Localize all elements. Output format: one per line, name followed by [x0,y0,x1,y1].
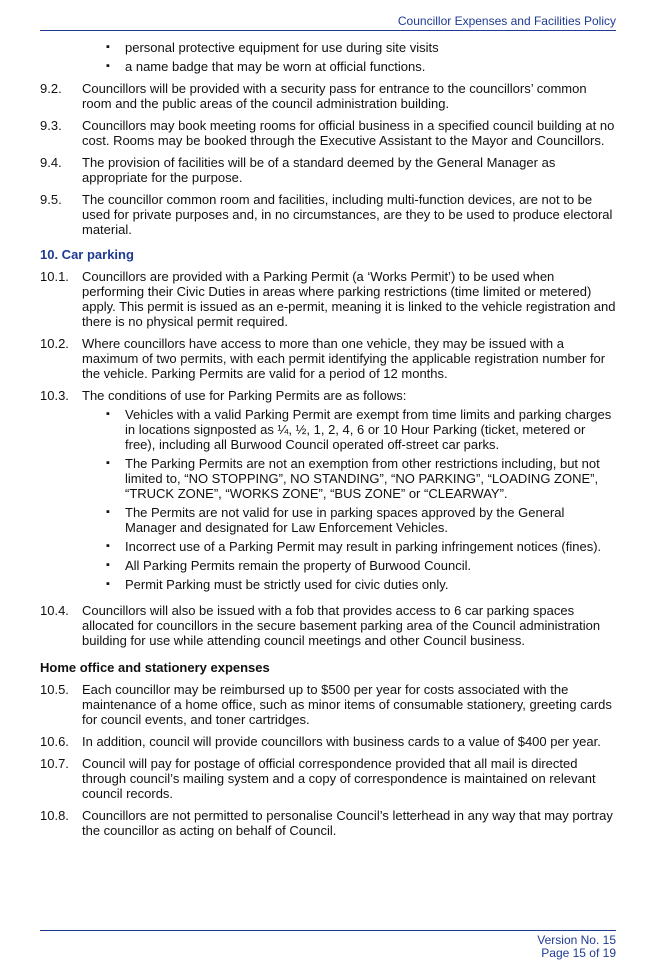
clause-text: In addition, council will provide councillors with business cards to a value of $400 per year. [82,734,601,749]
clause-number: 10.8. [40,808,69,823]
clause-9-3 [40,118,616,148]
condition-item: ▪ The Parking Permits are not an exemption from other restrictions including, but not limited to, “NO STOPPING”, NO STANDING”, “NO PARKING”, “LOADING ZONE”, “TRUCK ZONE”, “WORKS ZONE”, “BUS ZONE” or “CLEARWAY”. [82,456,616,501]
clause-number: 10.5. [40,682,69,697]
clause-number: 10.1. [40,269,69,284]
clause-text: Council will pay for postage of official correspondence provided that all mail is directed through council’s mailing system and a copy of correspondence is maintained on relevant council records. [82,756,596,801]
footer-version: Version No. 15 [537,933,616,947]
clause-text: Councillors are not permitted to personalise Council’s letterhead in any way that may portray the councillor as acting on behalf of Council. [82,808,613,838]
clause-10-5 [40,682,616,727]
document-body [40,40,616,838]
clause-number: 10.6. [40,734,69,749]
clause-10-7 [40,756,616,801]
condition-item: ▪ Vehicles with a valid Parking Permit are exempt from time limits and parking charges in locations signposted as ¼, ½, 1, 2, 4, 6 or 10 Hour Parking (ticket, metered or free), including all Burwood Council operated off-street car parks. [82,407,616,452]
bullet-item: ▪ personal protective equipment for use during site visits [40,40,616,55]
condition-item: ▪ Incorrect use of a Parking Permit may result in parking infringement notices (fines). [82,539,616,554]
footer-rule [40,930,616,931]
clause-10-6 [40,734,616,749]
clause-10-2 [40,336,616,381]
clause-10-8 [40,808,616,838]
clause-number: 9.2. [40,81,62,96]
clause-number: 9.4. [40,155,62,170]
clause-number: 10.7. [40,756,69,771]
clause-number: 10.4. [40,603,69,618]
clause-10-1 [40,269,616,329]
clause-number: 9.3. [40,118,62,133]
running-header: Councillor Expenses and Facilities Policy [397,14,616,28]
clause-10-4 [40,603,616,648]
bullet-list [40,40,616,74]
clause-text: The provision of facilities will be of a standard deemed by the General Manager as appropriate for the purpose. [82,155,556,185]
clause-text: Councillors will be provided with a security pass for entrance to the councillors’ common room and the public areas of the council administration building. [82,81,587,111]
bullet-item: ▪ a name badge that may be worn at official functions. [40,59,616,74]
clause-text: Where councillors have access to more than one vehicle, they may be issued with a maximum of two permits, with each permit identifying the applicable registration number for the vehicle. Parking Permits are valid for a period of 12 months. [82,336,606,381]
conditions-list [82,407,616,592]
clause-text: Each councillor may be reimbursed up to $500 per year for costs associated with the maintenance of a home office, such as minor items of consumable stationery, greeting cards for council events, and toner cartridges. [82,682,612,727]
clause-text: Councillors will also be issued with a fob that provides access to 6 car parking spaces allocated for councillors in the secure basement parking area of the Council administration building for use while attending council meetings and other Council business. [82,603,601,648]
clause-number: 10.3. [40,388,69,403]
section-heading-car-parking: 10. Car parking [40,247,134,262]
condition-item: ▪ All Parking Permits remain the property of Burwood Council. [82,558,616,573]
subheading-home-office: Home office and stationery expenses [40,660,270,675]
clause-9-5 [40,192,616,237]
clause-9-4 [40,155,616,185]
header-rule [40,30,616,31]
clause-9-2 [40,81,616,111]
clause-text: Councillors may book meeting rooms for official business in a specified council building at no cost. Rooms may be booked through the Executive Assistant to the Mayor and Councillors. [82,118,615,148]
footer-page-number: Page 15 of 19 [541,946,616,960]
condition-item: ▪ Permit Parking must be strictly used for civic duties only. [82,577,616,592]
clause-10-3 [40,388,616,596]
clause-body [82,388,616,596]
condition-item: ▪ The Permits are not valid for use in parking spaces approved by the General Manager and designated for Law Enforcement Vehicles. [82,505,616,535]
clause-number: 10.2. [40,336,69,351]
clause-text: Councillors are provided with a Parking Permit (a ‘Works Permit’) to be used when performing their Civic Duties in areas where parking restrictions (time limited or metered) apply. This permit is issued as an e-permit, meaning it is linked to the vehicle registration and there is no physical permit required. [82,269,616,329]
clause-number: 9.5. [40,192,62,207]
clause-text: The councillor common room and facilities, including multi-function devices, are not to be used for private purposes and, in no circumstances, are they to be used to produce electoral material. [82,192,613,237]
clause-text: The conditions of use for Parking Permits are as follows: [82,388,407,403]
